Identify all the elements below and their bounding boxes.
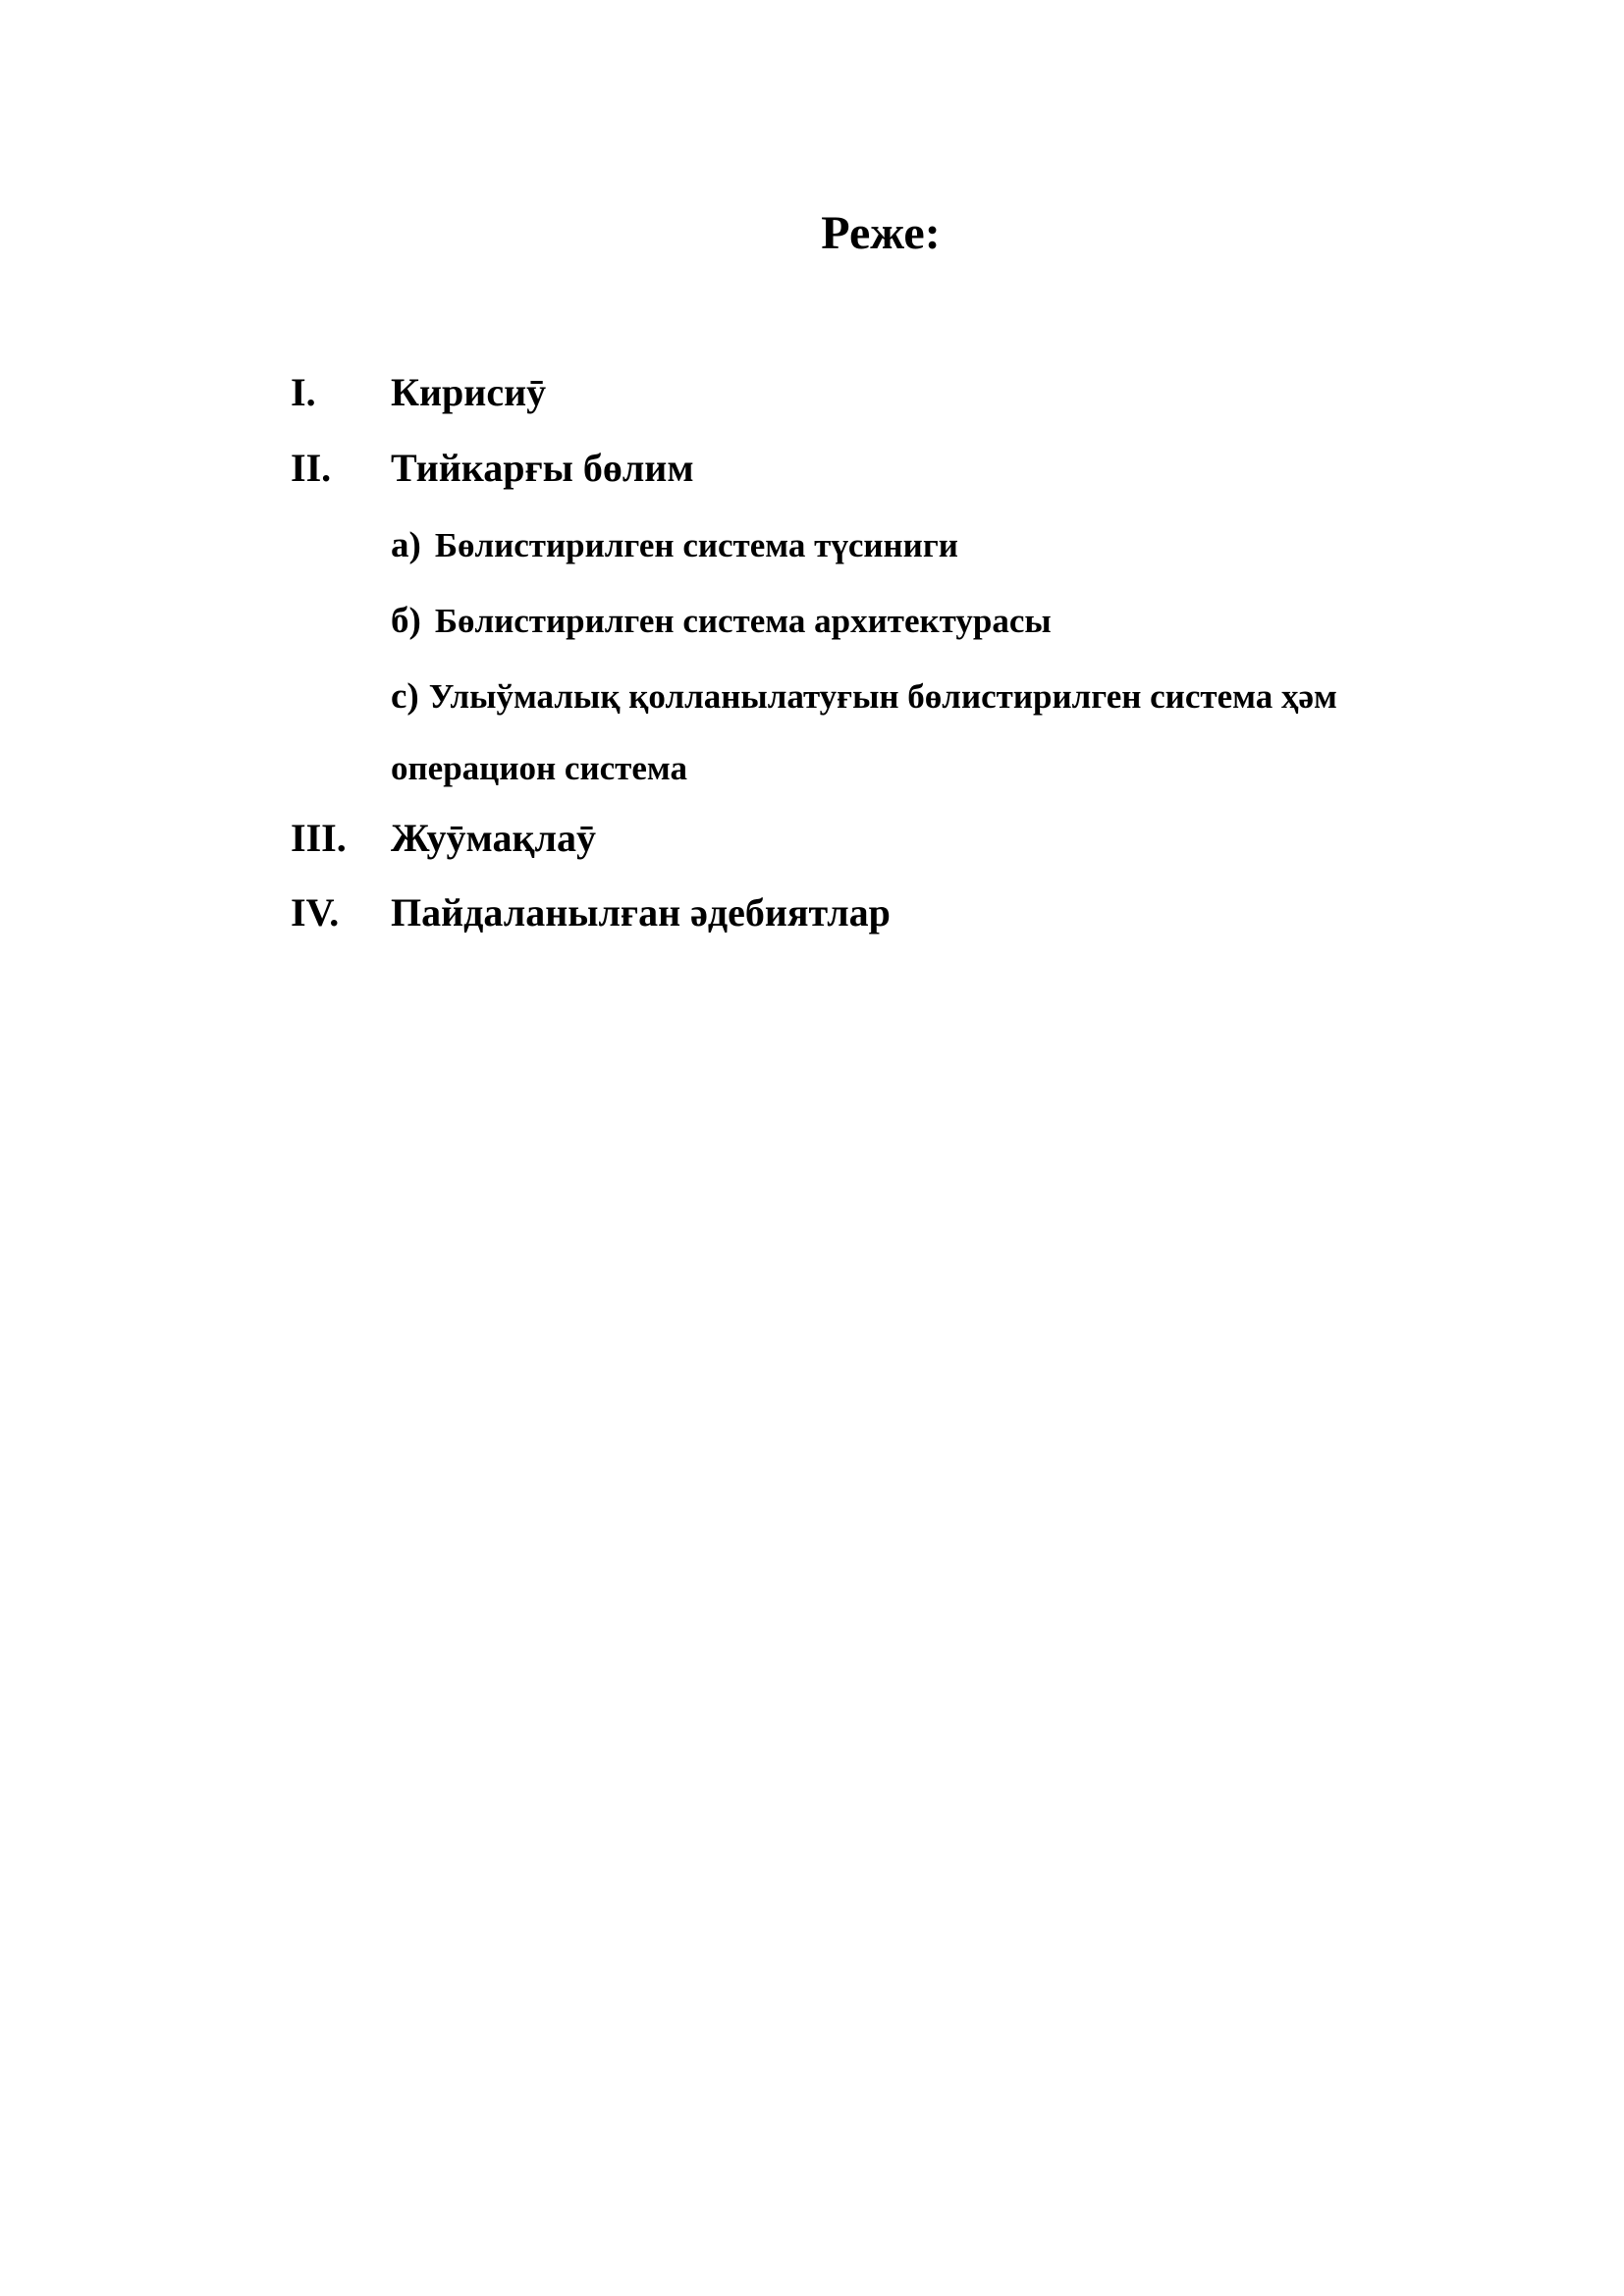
toc-subitem-a [391,523,1520,568]
page-title: Реже: [821,207,941,259]
toc-item-number: II. [291,446,332,490]
toc-subitem-c-continuation: операцион система [391,749,687,787]
toc-item-label: Тийкарғы бөлим [391,446,694,490]
toc-item-number: I. [291,370,316,414]
toc-subitem-label: Улыўмалық қолланылатуғын бөлистирилген система ҳәм [428,677,1337,716]
toc-item-number: IV. [291,890,340,934]
toc-subitem-b [391,599,1520,644]
toc-item-label: Жуӯмақлаӯ [391,816,596,860]
toc-subitem-number: б) [391,601,421,641]
toc-item-label: Кирисиӯ [391,370,547,414]
toc-subitem-number: с) [391,676,419,717]
toc-item-number: III. [291,816,347,860]
toc-subitem-number: a) [391,525,421,565]
toc-item-label: Пайдаланылған әдебиятлар [391,890,891,934]
toc-item-references [291,888,1469,937]
toc-subitem-label: Бөлистирилген система архитектурасы [434,602,1052,640]
toc-subitem-label: Бөлистирилген система түсиниги [434,526,958,564]
toc-item-conclusion [291,814,1469,863]
toc-item-main-part [291,444,1469,493]
toc-item-introduction [291,368,1469,417]
toc-subitem-c [391,674,1520,720]
